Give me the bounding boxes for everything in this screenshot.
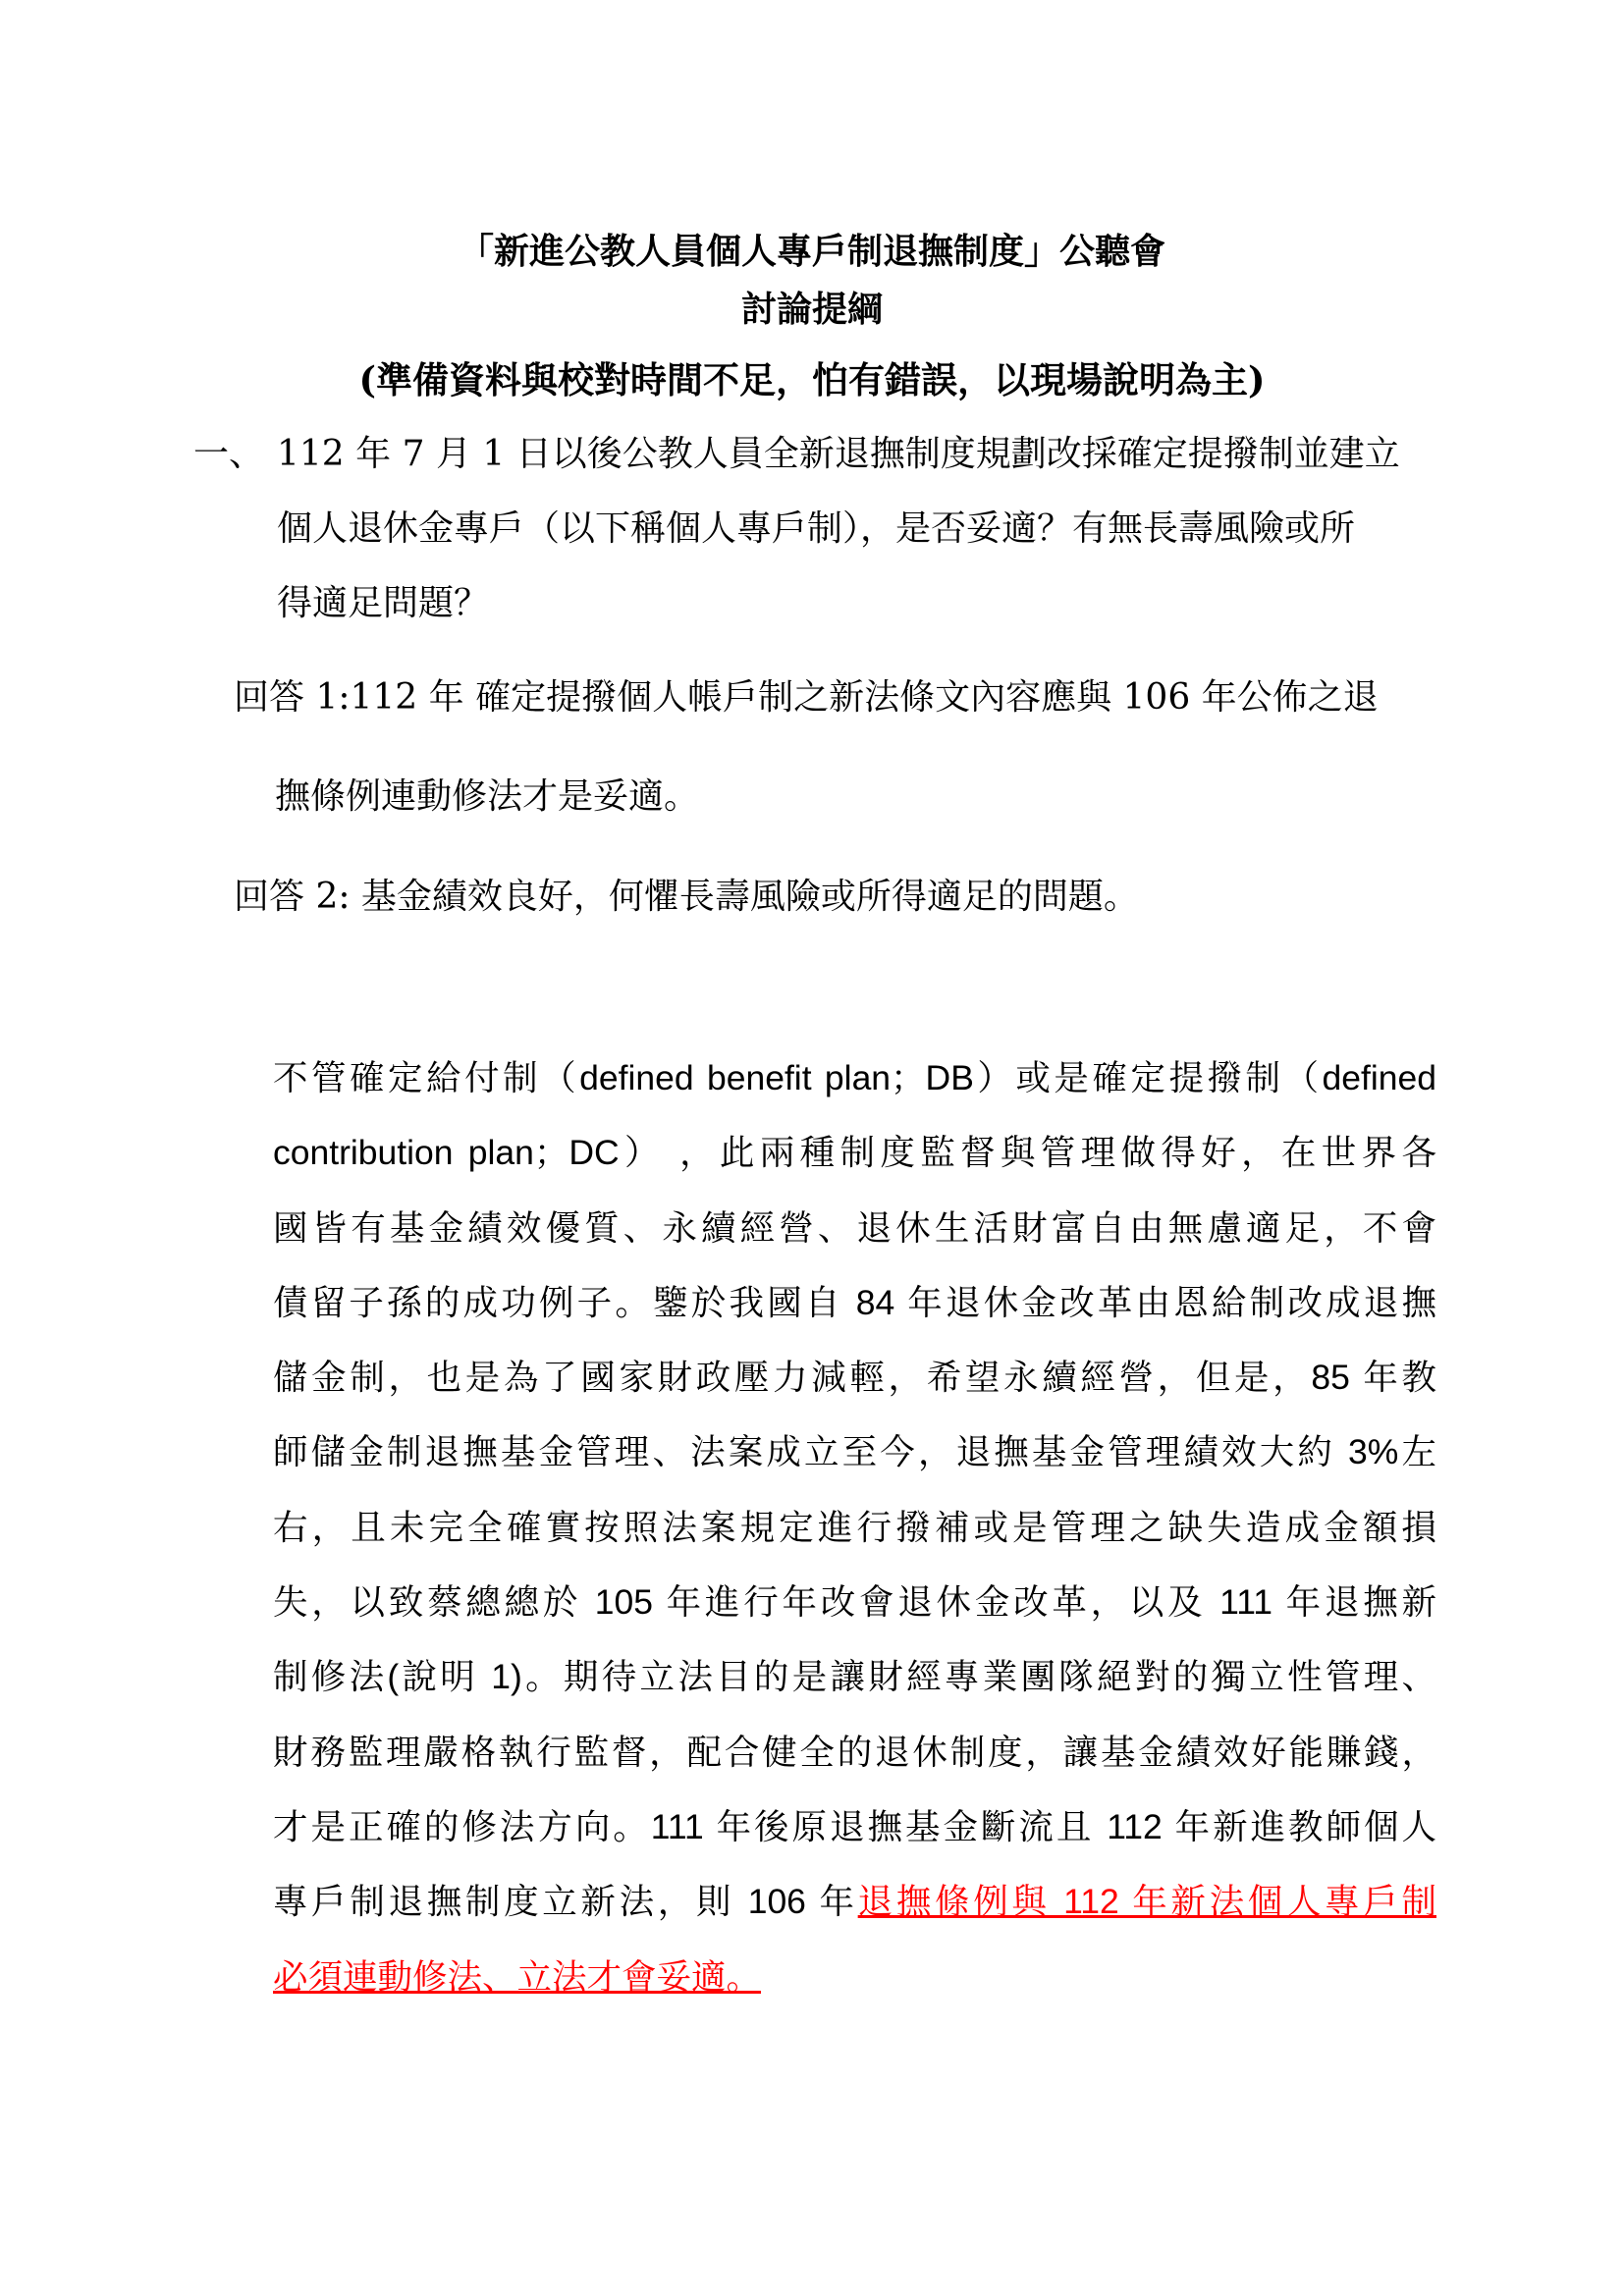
paragraph-line-mixed <box>273 1864 1436 1939</box>
answer-2: 回答 2: 基金績效良好，何懼長壽風險或所得適足的問題。 <box>234 877 1139 917</box>
highlighted-text: 必須連動修法、立法才會妥適。 <box>273 1956 762 1997</box>
paragraph-line: 財務監理嚴格執行監督，配合健全的退休制度，讓基金績效好能賺錢， <box>273 1732 1436 1772</box>
question-text <box>277 417 1440 641</box>
question-line-1: 112 年 7 月 1 日以後公教人員全新退撫制度規劃改採確定提撥制並建立 <box>277 434 1400 474</box>
paragraph-line: 失，以致蔡總總於 105 年進行年改會退休金改革，以及 111 年退撫新 <box>273 1582 1436 1623</box>
paragraph-line: 右，且未完全確實按照法案規定進行撥補或是管理之缺失造成金額損 <box>273 1507 1436 1547</box>
paragraph-line: 師儲金制退撫基金管理、法案成立至今，退撫基金管理績效大約 3%左 <box>273 1432 1436 1472</box>
answer-1-line-1: 回答 1:112 年 確定提撥個人帳戶制之新法條文內容應與 106 年公佈之退 <box>234 677 1379 718</box>
body-paragraph <box>273 1041 1436 2014</box>
paragraph-line: 儲金制，也是為了國家財政壓力減輕，希望永續經營，但是，85 年教 <box>273 1358 1436 1398</box>
paragraph-text: 專戶制退撫制度立新法，則 106 年 <box>273 1882 858 1922</box>
page-title: 「新進公教人員個人專戶制退撫制度」公聽會 <box>458 231 1165 272</box>
paragraph-line-highlighted <box>273 1940 1436 2014</box>
disclaimer-note: (準備資料與校對時間不足，怕有錯誤，以現場說明為主) <box>358 358 1266 401</box>
paragraph-line: 不管確定給付制（defined benefit plan；DB）或是確定提撥制（defined <box>273 1058 1436 1097</box>
answer-1-line-2: 撫條例連動修法才是妥適。 <box>275 776 700 817</box>
paragraph-line: 才是正確的修法方向。111 年後原退撫基金斷流且 112 年新進教師個人 <box>273 1806 1436 1846</box>
paragraph-line: 制修法(說明 1)。期待立法目的是讓財經專業團隊絕對的獨立性管理、 <box>273 1657 1436 1697</box>
question-line-3: 得適足問題？ <box>277 583 490 623</box>
question-marker: 一、 <box>193 434 265 474</box>
page-subtitle: 討論提綱 <box>740 289 883 330</box>
highlighted-text: 退撫條例與 112 年新法個人專戶制 <box>857 1882 1436 1922</box>
question-line-2: 個人退休金專戶（以下稱個人專戶制），是否妥適？有無長壽風險或所 <box>277 508 1356 549</box>
paragraph-line: 國皆有基金績效優質、永續經營、退休生活財富自由無慮適足，不會 <box>273 1207 1436 1248</box>
paragraph-line: contribution plan；DC） ，此兩種制度監督與管理做得好，在世界各 <box>273 1133 1436 1173</box>
paragraph-line: 債留子孫的成功例子。鑒於我國自 84 年退休金改革由恩給制改成退撫 <box>273 1282 1436 1322</box>
